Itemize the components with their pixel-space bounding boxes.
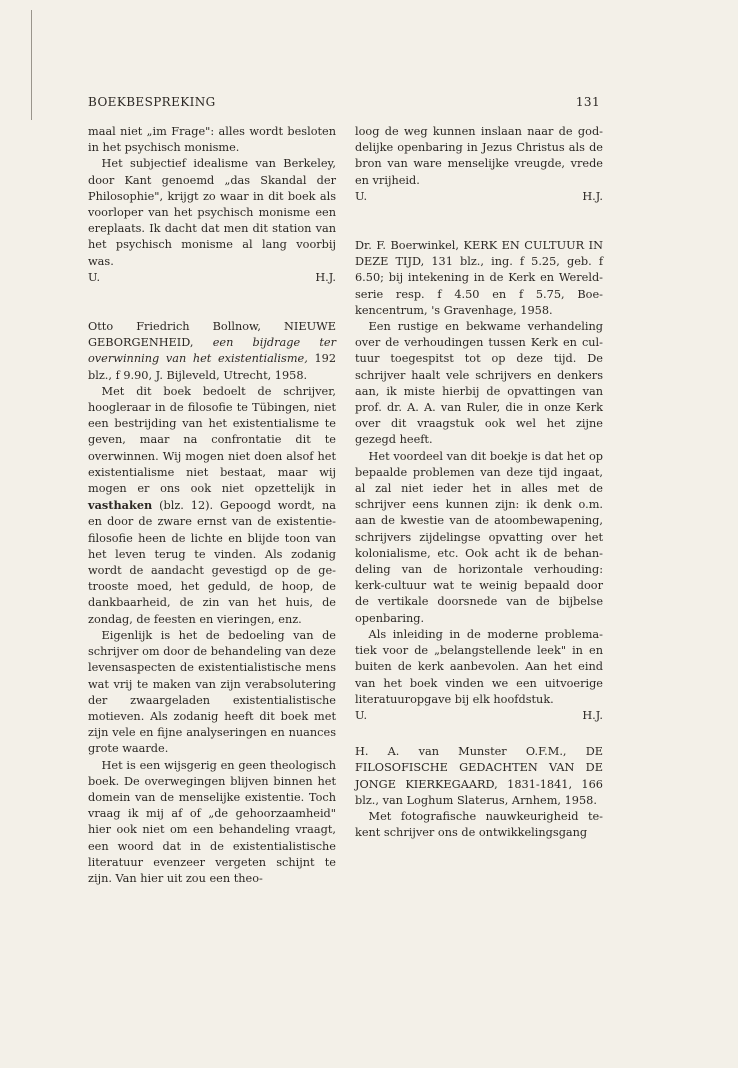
paragraph: Met fotografische nauwkeurigheid tekent schrijver ons de ontwikkelingsgang	[355, 809, 603, 840]
paragraph: Eigenlijk is het de bedoeling van de schrijver om door de behandeling van deze levensaspecten de existentialistische mens wat vrij te maken van zijn verabsolutering der zwaargeladen existentialistische motieven. Als zodanig heeft dit boek met zijn vele en fijne analyseringen en nuances grote waarde.	[88, 628, 336, 756]
running-header	[88, 95, 600, 113]
book-reference-subtitle: een bijdrage ter overwinning van het existentialisme,	[88, 336, 336, 366]
book-reference: Dr. F. Boerwinkel, KERK EN CULTUUR IN DEZE TIJD, 131 blz., ing. f 5.25, geb. f 6.50; bij intekening in de Kerk en Wereldserie resp. f 4.50 en f 5.75, Boekencentrum, 's Gravenhage, 1958.	[355, 239, 603, 317]
review-signature	[355, 189, 603, 205]
bold-term: vasthaken	[88, 498, 153, 513]
signature-right: H.J.	[582, 708, 603, 722]
scan-edge-line	[31, 10, 32, 120]
book-reference	[88, 319, 336, 384]
paragraph: Een rustige en bekwame verhandeling over de verhoudingen tussen Kerk en cultuur toegespitst tot op deze tijd. De schrijver haalt vele schrijvers en denkers aan, ik miste hierbij de opvattingen van prof. dr. A. A. van Ruler, die in onze Kerk over dit vraagstuk ook wel het zijne gezegd heeft.	[355, 320, 603, 447]
right-column	[355, 124, 603, 841]
signature-right: H.J.	[315, 270, 336, 284]
signature-left: U.	[355, 708, 368, 722]
paragraph: Het is een wijsgerig en geen theologisch boek. De overwegingen blijven binnen het domein van de menselijke existentie. Toch vraag ik mij af of „de gehoorzaamheid" hier ook niet om een behandeling vraagt, een woord dat in de existentialistische literatuur evenzeer vergeten schijnt te zijn. Van hier uit zou een theo-	[88, 758, 336, 885]
signature-left: U.	[88, 270, 101, 284]
book-reference: H. A. van Munster O.F.M., DE FILOSOFISCHE GEDACHTEN VAN DE JONGE KIERKEGAARD, 1831-1841, 166 blz., van Loghum Slaterus, Arnhem, 1958.	[355, 745, 603, 807]
signature-left: U.	[355, 189, 368, 203]
paragraph: Het voordeel van dit boekje is dat het op bepaalde problemen van deze tijd ingaat, al zal niet ieder het in alles met de schrijver eens kunnen zijn: ik denk o.m. aan de kwestie van de atoombewapening, schrijvers zijdelingse opvatting over het kolonialisme, etc. Ook acht ik de behandeling van de horizontale verhouding: kerk-cultuur wat te weinig bepaald door de vertikale doorsnede van de bijbelse openbaring.	[355, 449, 603, 625]
paragraph: Het subjectief idealisme van Berkeley, door Kant genoemd „das Skandal der Philosophie", krijgt zo waar in dit boek als voorloper van het psychisch monisme een ereplaats. Ik dacht dat men dit station van het psychisch monisme al lang voorbij was.	[88, 157, 336, 268]
left-column	[88, 124, 336, 887]
paragraph: Als inleiding in de moderne problematiek voor de „belangstellende leek" in en buiten de kerk aanbevolen. Aan het eind van het boek vinden we een uitvoerige literatuuropgave bij elk hoofdstuk.	[355, 627, 603, 706]
review-signature	[88, 270, 336, 286]
book-reference-tail: 192 blz., f 9.90, J. Bijleveld, Utrecht, 1958.	[88, 352, 337, 382]
book-reference-main: Otto Friedrich Bollnow, NIEUWE GEBORGENHEID,	[88, 320, 336, 350]
section-title: BOEKBESPREKING	[88, 95, 216, 109]
paragraph: maal niet „im Frage": alles wordt besloten in het psychisch monisme.	[88, 125, 336, 155]
review-signature	[355, 708, 603, 724]
signature-right: H.J.	[582, 189, 603, 203]
paragraph: loog de weg kunnen inslaan naar de goddelijke openbaring in Jezus Christus als de bron van ware menselijke vreugde, vrede en vrijheid.	[355, 125, 603, 187]
page-number: 131	[575, 95, 600, 109]
paragraph: Met dit boek bedoelt de schrijver, hoogleraar in de filosofie te Tübingen, niet een bestrijding van het existentialisme te geven, maar na confrontatie dit te overwinnen. Wij mogen niet doen alsof het existentialisme niet bestaat, maar wij mogen er ons ook niet opzettelijk in vasthaken (blz. 12). Gepoogd wordt, na en door de zware ernst van de existentiefilosofie heen de lichte en blijde toon van het leven terug te vinden. Als zodanig wordt de aandacht gevestigd op de getrooste moed, het geduld, de hoop, de dankbaarheid, de zin van het huis, de zondag, de feesten en vieringen, enz.	[88, 384, 336, 626]
